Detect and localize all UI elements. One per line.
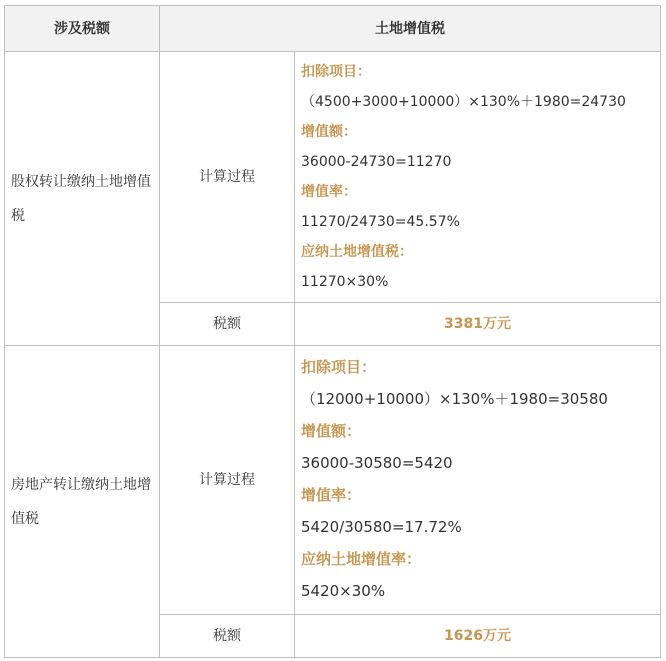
tax-label: 税额 xyxy=(160,615,295,658)
calc-line-heading: 增值率： xyxy=(301,486,362,504)
calc-line: 36000-30580=5420 xyxy=(301,454,453,472)
calc-line-heading: 扣除项目： xyxy=(301,64,371,80)
tax-comparison-table xyxy=(4,5,661,658)
header-tax-type: 涉及税额 xyxy=(5,6,160,52)
table-row xyxy=(5,346,661,615)
calc-line-heading: 增值额： xyxy=(301,422,362,440)
calc-line: 5420/30580=17.72% xyxy=(301,518,462,536)
category-cell: 股权转让缴纳土地增值税 xyxy=(5,52,160,346)
calc-line: 11270/24730=45.57% xyxy=(301,214,460,230)
calc-line-heading: 增值率： xyxy=(301,184,357,200)
category-cell: 房地产转让缴纳土地增值税 xyxy=(5,346,160,658)
process-cell xyxy=(295,346,661,615)
process-cell xyxy=(295,52,661,303)
calc-line-heading: 应纳土地增值税： xyxy=(301,244,413,260)
calc-line: 5420×30% xyxy=(301,582,386,600)
calc-line: （12000+10000）×130%＋1980=30580 xyxy=(301,390,608,408)
process-label: 计算过程 xyxy=(160,52,295,303)
calc-line: （4500+3000+10000）×130%＋1980=24730 xyxy=(301,94,626,110)
calc-line-heading: 扣除项目： xyxy=(301,358,377,376)
header-row xyxy=(5,6,661,52)
calc-line-heading: 应纳土地增值率： xyxy=(301,550,422,568)
tax-amount: 3381万元 xyxy=(295,303,661,346)
header-land-vat: 土地增值税 xyxy=(160,6,661,52)
table-row xyxy=(5,52,661,303)
calc-line: 11270×30% xyxy=(301,274,389,290)
process-label: 计算过程 xyxy=(160,346,295,615)
tax-amount: 1626万元 xyxy=(295,615,661,658)
calc-line: 36000-24730=11270 xyxy=(301,154,452,170)
calc-line-heading: 增值额： xyxy=(301,124,357,140)
tax-label: 税额 xyxy=(160,303,295,346)
